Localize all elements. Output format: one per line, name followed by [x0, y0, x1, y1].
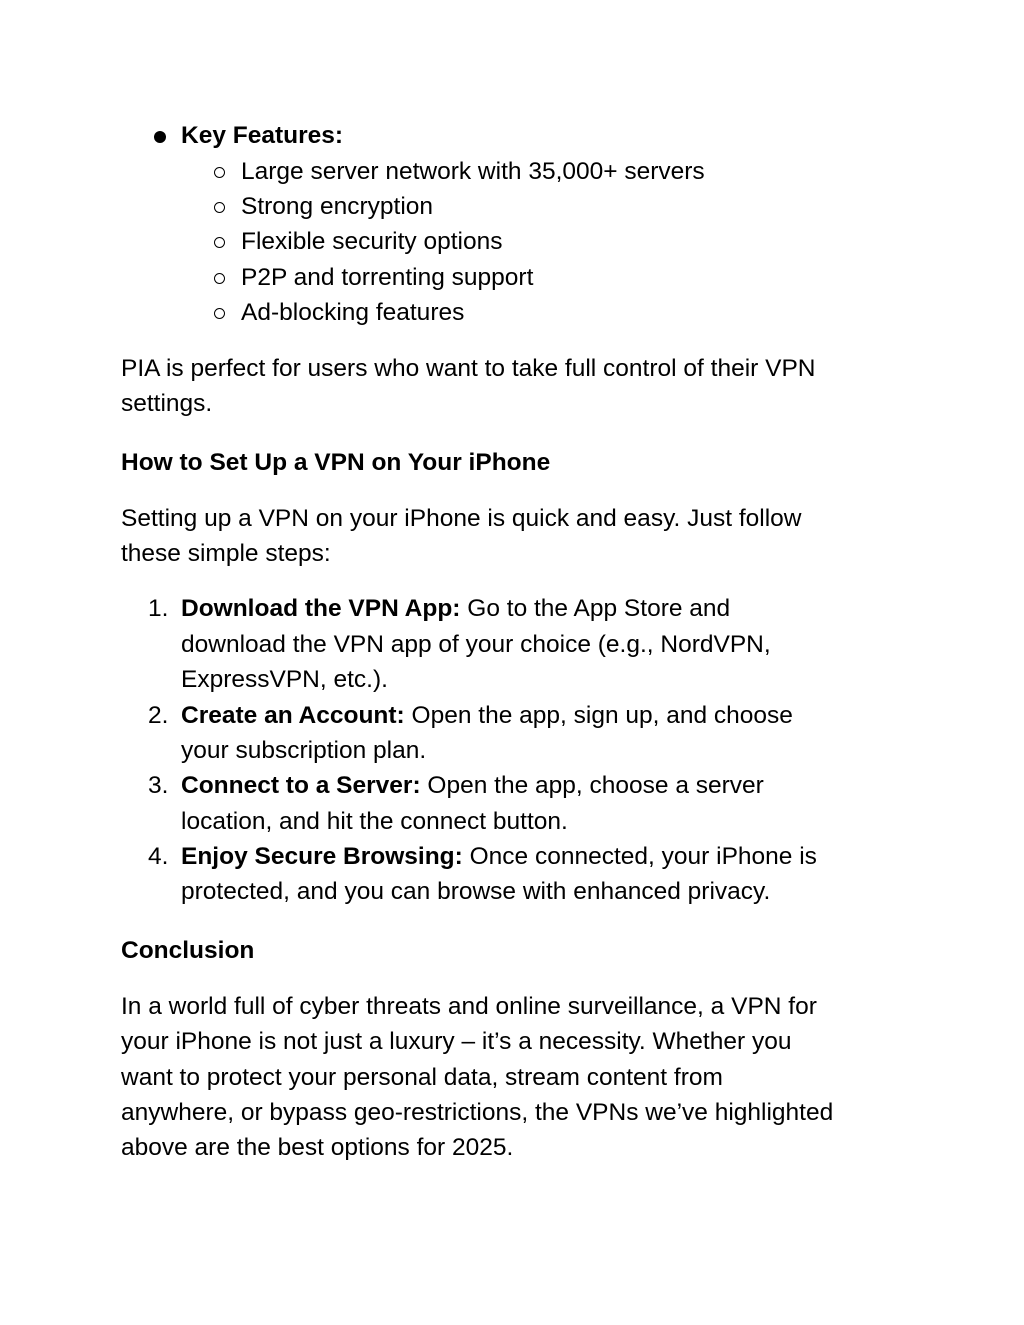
step-continuation: your subscription plan. — [181, 737, 427, 764]
feature-item: Large server network with 35,000+ servers — [241, 158, 705, 185]
step-continuation: location, and hit the connect button. — [181, 808, 568, 835]
feature-item: P2P and torrenting support — [241, 264, 534, 291]
step-number: 1. — [148, 595, 169, 622]
step-continuation: protected, and you can browse with enhanced privacy. — [181, 878, 771, 905]
circle-bullet-icon — [214, 237, 225, 248]
step-continuation: download the VPN app of your choice (e.g., NordVPN, — [181, 631, 771, 658]
circle-bullet-icon — [214, 167, 225, 178]
circle-bullet-icon — [214, 273, 225, 284]
circle-bullet-icon — [214, 202, 225, 213]
step-number: 4. — [148, 843, 169, 870]
step-first-line — [181, 839, 817, 874]
conclusion-line: your iPhone is not just a luxury – it’s a necessity. Whether you — [121, 1028, 792, 1055]
step-title: Create an Account: — [181, 702, 405, 729]
conclusion-line: want to protect your personal data, stream content from — [121, 1064, 723, 1091]
step-title: Connect to a Server: — [181, 772, 421, 799]
step-title: Download the VPN App: — [181, 595, 461, 622]
step-title: Enjoy Secure Browsing: — [181, 843, 463, 870]
feature-item: Strong encryption — [241, 193, 434, 220]
step-continuation: ExpressVPN, etc.). — [181, 666, 388, 693]
disc-bullet-icon — [154, 131, 166, 143]
conclusion-heading: Conclusion — [121, 937, 255, 964]
step-number: 3. — [148, 772, 169, 799]
circle-bullet-icon — [214, 308, 225, 319]
step-first-line — [181, 768, 764, 803]
setup-intro-line: Setting up a VPN on your iPhone is quick and easy. Just follow — [121, 505, 802, 532]
step-text: Open the app, sign up, and choose — [404, 702, 793, 729]
pia-paragraph-line: settings. — [121, 390, 213, 417]
step-number: 2. — [148, 702, 169, 729]
pia-paragraph-line: PIA is perfect for users who want to take full control of their VPN — [121, 355, 816, 382]
key-features-heading: Key Features: — [181, 122, 344, 149]
conclusion-line: above are the best options for 2025. — [121, 1134, 514, 1161]
feature-item: Ad-blocking features — [241, 299, 465, 326]
step-first-line — [181, 698, 793, 733]
step-text: Open the app, choose a server — [420, 772, 764, 799]
conclusion-line: anywhere, or bypass geo-restrictions, the VPNs we’ve highlighted — [121, 1099, 834, 1126]
setup-intro-line: these simple steps: — [121, 540, 331, 567]
setup-heading: How to Set Up a VPN on Your iPhone — [121, 449, 551, 476]
conclusion-line: In a world full of cyber threats and online surveillance, a VPN for — [121, 993, 817, 1020]
step-text: Once connected, your iPhone is — [462, 843, 817, 870]
feature-item: Flexible security options — [241, 228, 503, 255]
step-text: Go to the App Store and — [460, 595, 731, 622]
step-first-line — [181, 591, 730, 626]
